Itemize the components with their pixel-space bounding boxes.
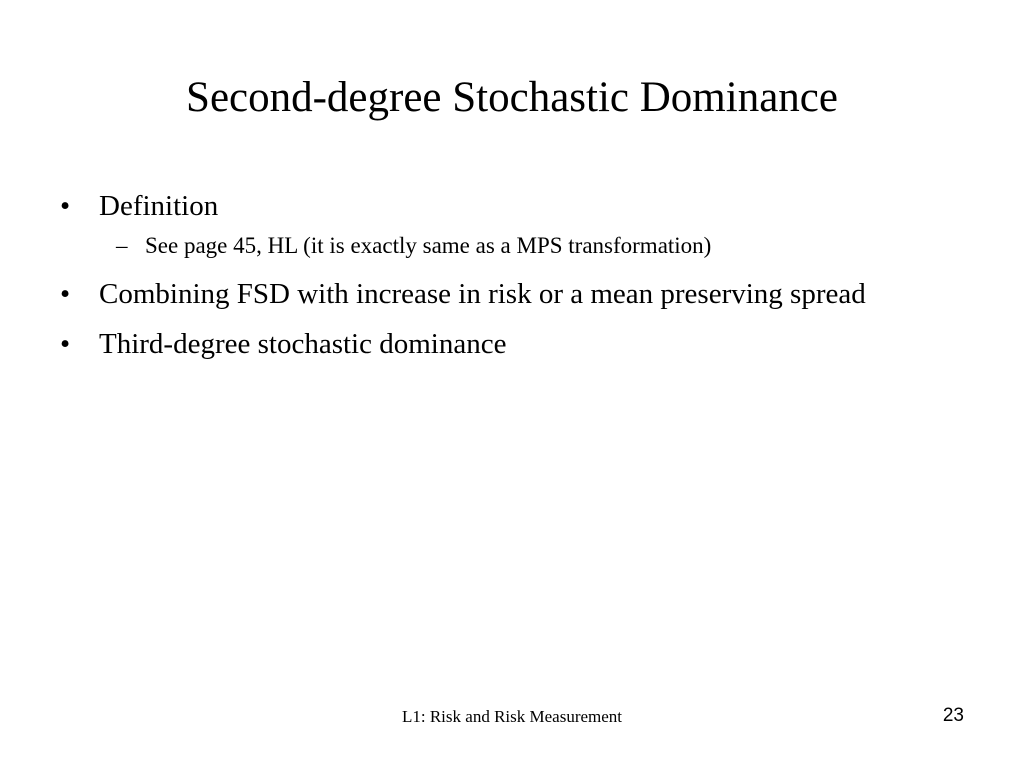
slide-title: Second-degree Stochastic Dominance: [186, 74, 838, 121]
bullet-text: Combining FSD with increase in risk or a mean preserving spread: [99, 278, 866, 310]
bullet-marker: •: [60, 190, 71, 222]
slide-content: [60, 186, 960, 374]
bullet-item-third-degree: [60, 324, 960, 364]
bullet-text: Third-degree stochastic dominance: [99, 328, 507, 360]
bullet-item-combining-fsd: [60, 274, 960, 314]
page-number: 23: [942, 705, 964, 726]
sub-bullet-text: See page 45, HL (it is exactly same as a MPS transformation): [145, 233, 712, 258]
bullet-marker: •: [60, 278, 71, 310]
bullet-marker: •: [60, 328, 71, 360]
bullet-text: Definition: [99, 190, 219, 222]
bullet-item-definition: [60, 186, 960, 226]
sub-bullet-item: [60, 230, 960, 262]
slide-footer: L1: Risk and Risk Measurement: [401, 707, 623, 726]
sub-bullet-marker: –: [116, 233, 128, 258]
